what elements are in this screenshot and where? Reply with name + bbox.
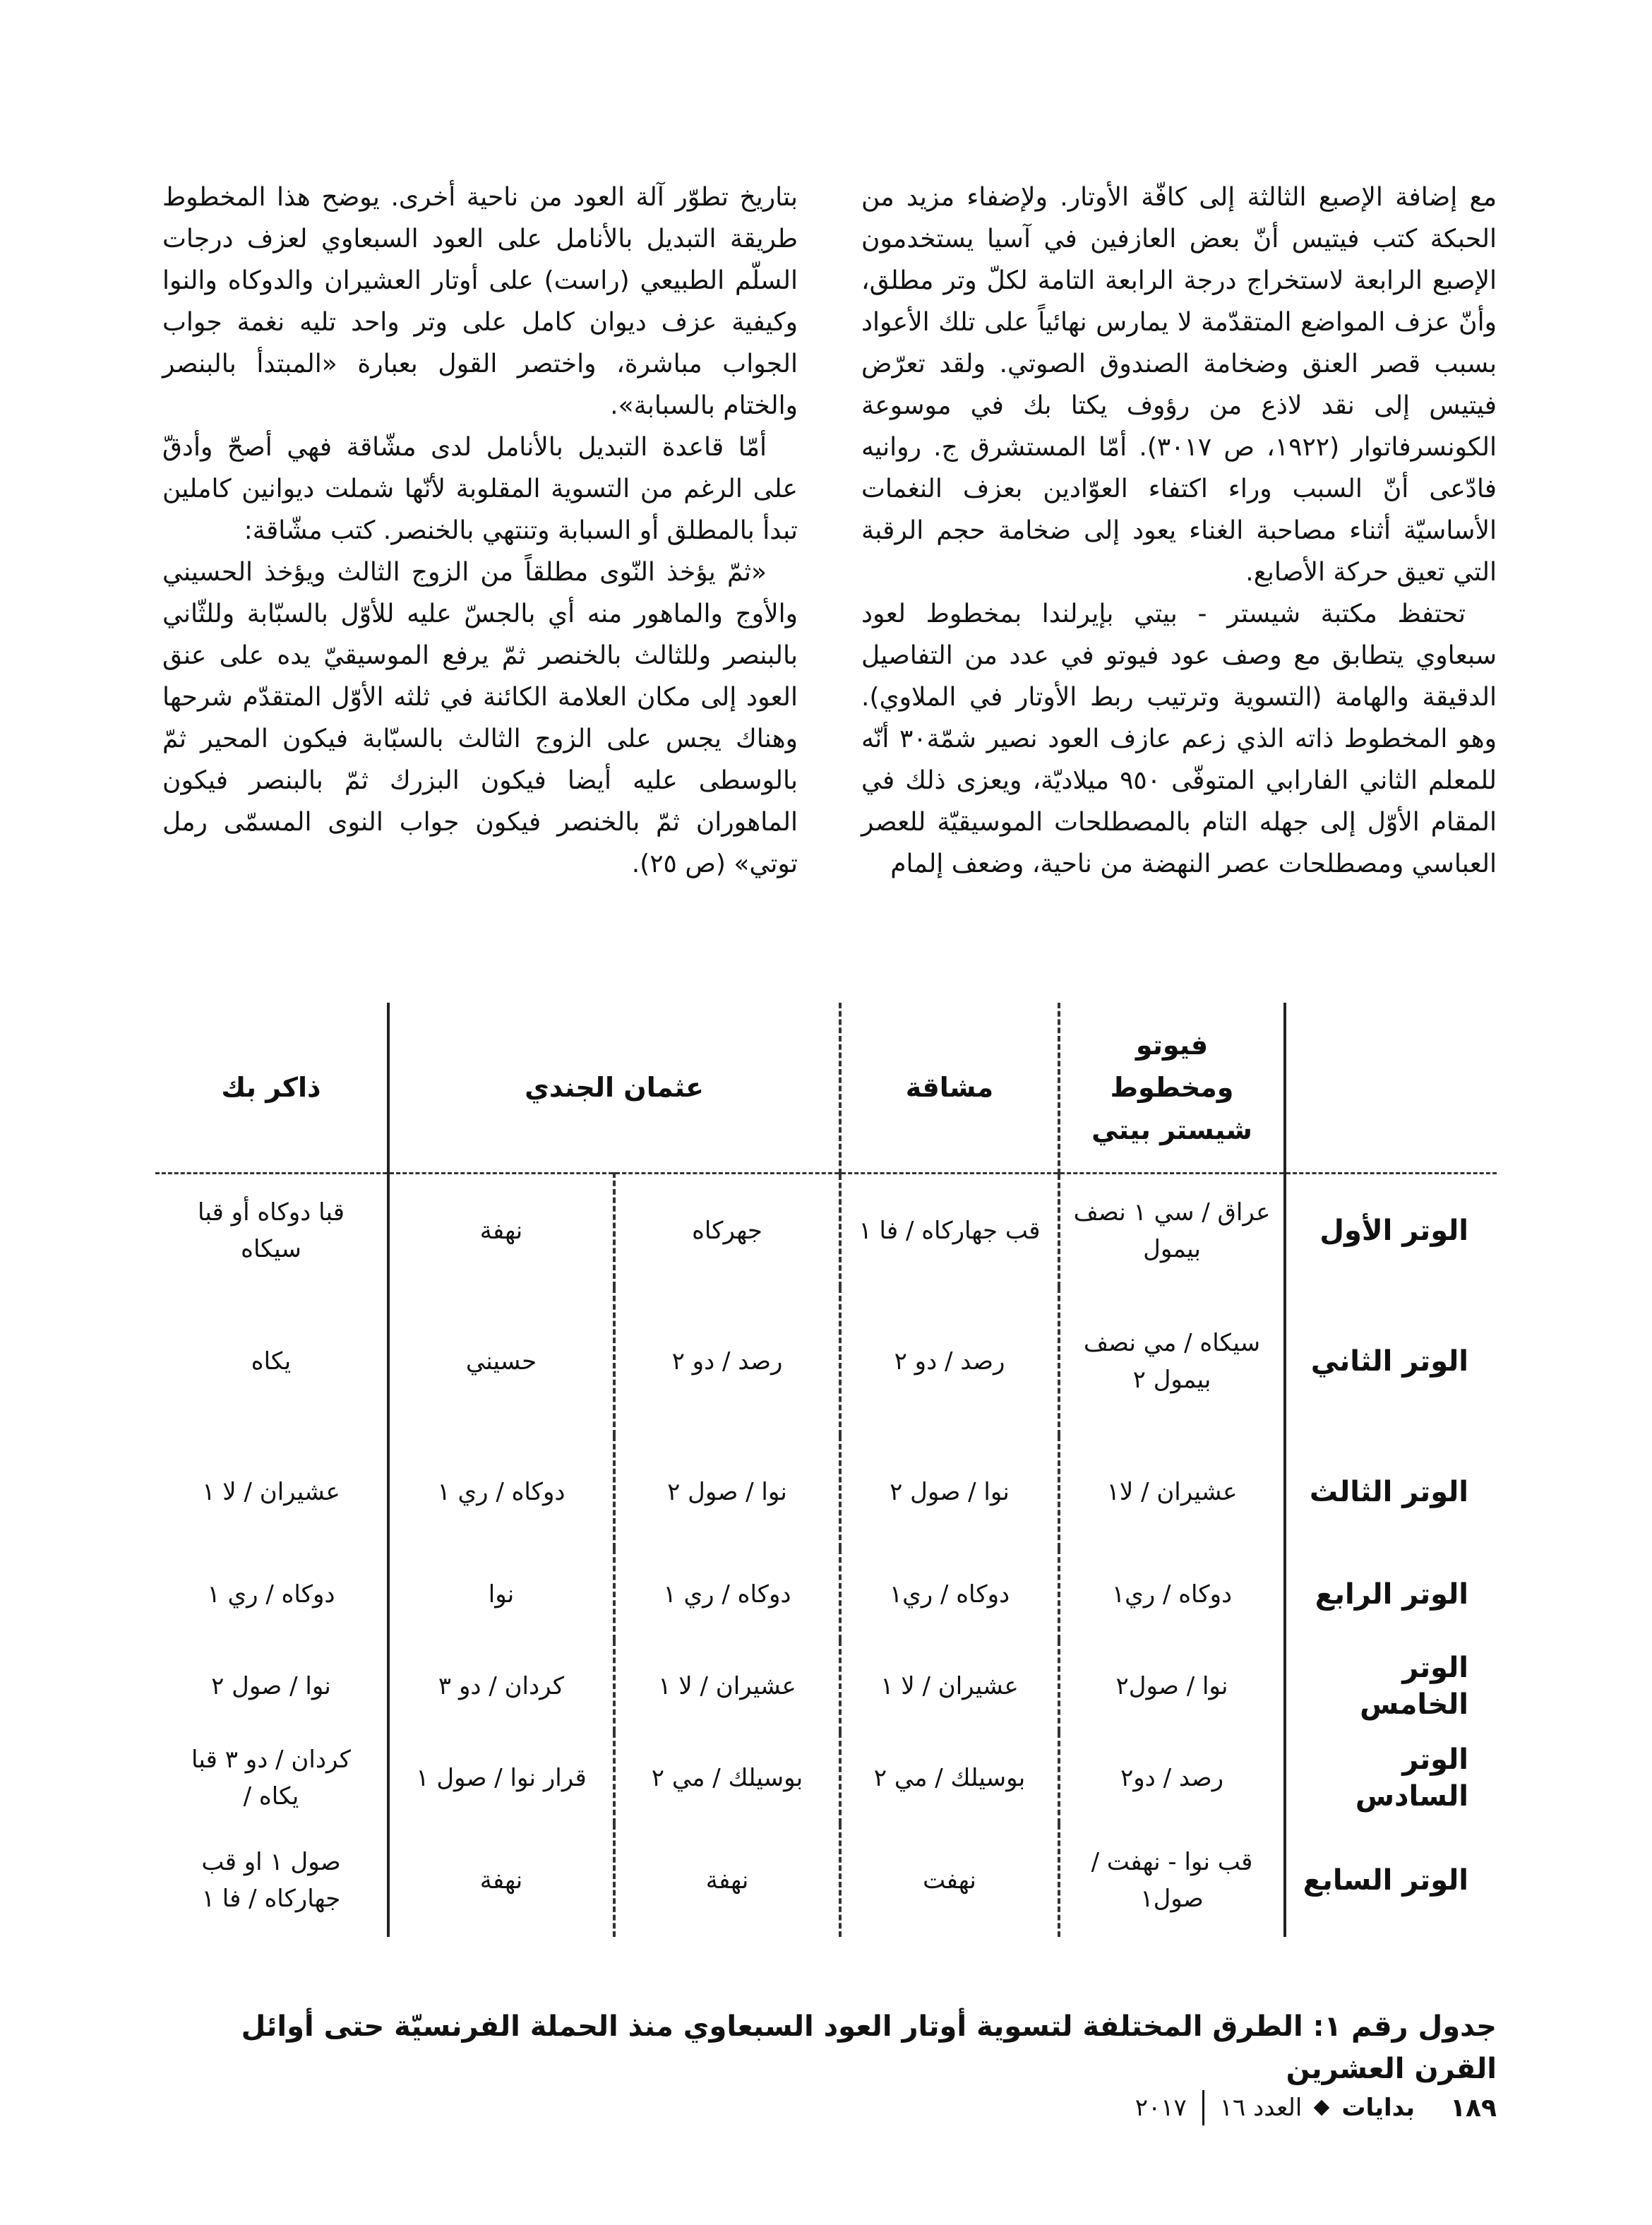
year: ٢٠١٧ — [1135, 2094, 1187, 2122]
cell-dhakir: دوكاه / ري ١ — [207, 1580, 335, 1609]
paragraph: بتاريخ تطوّر آلة العود من ناحية أخرى. يوضح هذا المخطوط طريقة التبديل بالأنامل على العود السبعاوي لعزف درجات السلّم الطبيعي (راست) على أوتار العشيران والدوكاه والنوا وكيفية عزف ديوان كامل على وتر واحد تليه نغمة جواب الجواب مباشرة، واختصر القول بعبارة «المبتدأ بالبنصر والختام بالسبابة». — [162, 183, 798, 420]
tuning-table-container — [155, 1003, 1497, 1970]
cell-uthman-2: حسيني — [388, 1287, 614, 1436]
row-label: الوتر الخامس — [1285, 1640, 1497, 1732]
cell-dhakir: نوا / صول ٢ — [211, 1672, 331, 1700]
tuning-table — [155, 1003, 1497, 1937]
cell-uthman-2: نهفة — [388, 1174, 614, 1288]
cell-uthman-1: عشيران / لا ١ — [614, 1640, 840, 1732]
table-caption: جدول رقم ١: الطرق المختلفة لتسوية أوتار العود السبعاوي منذ الحملة الفرنسيّة حتى أوائل القرن العشرين — [241, 2010, 1497, 2085]
table-row — [155, 1732, 1497, 1824]
paragraph: تحتفظ مكتبة شيستر - بيتي بإيرلندا بمخطوط لعود سبعاوي يتطابق مع وصف عود فيوتو في عدد من التفاصيل الدقيقة والهامة (التسوية وترتيب ربط الأوتار في الملاوي). وهو المخطوط ذاته الذي زعم عازف العود نصير شمّة٣٠ أنّه للمعلم الثاني الفارابي المتوفّى ٩٥٠ ميلاديّة، ويعزى ذلك في المقام الأوّل إلى جهله التام بالمصطلحات الموسيقيّة للعصر العباسي ومصطلحات عصر النهضة من ناحية، وضعف إلمام — [861, 600, 1497, 878]
cell-mushaqa: نهفت — [840, 1824, 1059, 1937]
row-label: الوتر الثاني — [1285, 1287, 1497, 1436]
cell-uthman-2: نهفة — [388, 1824, 614, 1937]
cell-uthman-1: دوكاه / ري ١ — [614, 1549, 840, 1640]
cell-mushaqa: رصد / دو ٢ — [840, 1287, 1059, 1436]
cell-mushaqa: عشيران / لا ١ — [840, 1640, 1059, 1732]
page-footer — [1135, 2090, 1497, 2125]
cell-uthman-2: قرار نوا / صول ١ — [388, 1732, 614, 1824]
separator — [1202, 2090, 1204, 2125]
table-header-row — [155, 1003, 1497, 1174]
quotation: «ثمّ يؤخذ النّوى مطلقاً من الزوج الثالث ويؤخذ الحسيني والأوج والماهور منه أي بالجسّ عليه للأوّل بالسبّابة وللثّاني بالبنصر وللثالث بالخنصر ثمّ يرفع الموسيقيّ يده على عنق العود إلى مكان العلامة الكائنة في ثلثه الأوّل المتقدّم شرحها وهناك يجس على الزوج الثالث بالسبّابة فيكون المحير ثمّ بالوسطى عليه أيضا فيكون البزرك ثمّ بالبنصر فيكون الماهوران ثمّ بالخنصر فيكون جواب النوى المسمّى رمل توتي» (ص ٢٥). — [162, 558, 798, 878]
cell-uthman-1: نهفة — [614, 1824, 840, 1937]
cell-mushaqa: دوكاه / ري١ — [840, 1549, 1059, 1640]
cell-uthman-2: دوكاه / ري ١ — [388, 1436, 614, 1549]
row-label: الوتر السابع — [1285, 1824, 1497, 1937]
cell-uthman-2: نوا — [388, 1549, 614, 1640]
cell-dhakir: قبا دوكاه أو قبا سيكاه — [198, 1198, 345, 1263]
cell-fiyoto: عراق / سي ١ نصف بيمول — [1059, 1174, 1285, 1288]
issue-number: العدد ١٦ — [1219, 2094, 1303, 2122]
page-number: ١٨٩ — [1450, 2093, 1497, 2123]
cell-uthman-1: بوسيلك / مي ٢ — [614, 1732, 840, 1824]
row-label: الوتر الأول — [1285, 1174, 1497, 1288]
header-empty — [1285, 1003, 1497, 1174]
magazine-name: بدايات — [1341, 2094, 1415, 2122]
header-fiyoto: فيوتو ومخطوط شيستر بيتي — [1059, 1003, 1285, 1174]
cell-dhakir: صول ١ او قب جهاركاه / فا ١ — [201, 1848, 341, 1913]
cell-fiyoto: قب نوا - نهفت / صول١ — [1059, 1824, 1285, 1937]
row-label: الوتر الرابع — [1285, 1549, 1497, 1640]
cell-fiyoto: عشيران / لا١ — [1059, 1436, 1285, 1549]
cell-dhakir: يكاه — [251, 1347, 292, 1376]
cell-uthman-1: جهركاه — [614, 1174, 840, 1288]
text-column-right — [861, 177, 1497, 885]
cell-mushaqa: نوا / صول ٢ — [840, 1436, 1059, 1549]
cell-uthman-1: نوا / صول ٢ — [614, 1436, 840, 1549]
table-row — [155, 1436, 1497, 1549]
row-label: الوتر الثالث — [1285, 1436, 1497, 1549]
diamond-icon — [1314, 2100, 1330, 2116]
cell-fiyoto: نوا / صول٢ — [1059, 1640, 1285, 1732]
header-mushaqa: مشاقة — [840, 1003, 1059, 1174]
table-row — [155, 1640, 1497, 1732]
table-row — [155, 1549, 1497, 1640]
table-row — [155, 1174, 1497, 1288]
header-uthman: عثمان الجندي — [388, 1003, 840, 1174]
cell-dhakir: عشيران / لا ١ — [202, 1478, 340, 1506]
table-row — [155, 1287, 1497, 1436]
row-label: الوتر السادس — [1285, 1732, 1497, 1824]
text-column-left — [162, 177, 798, 885]
cell-uthman-2: كردان / دو ٣ — [388, 1640, 614, 1732]
header-dhakir: ذاكر بك — [155, 1003, 388, 1174]
cell-mushaqa: بوسيلك / مي ٢ — [840, 1732, 1059, 1824]
cell-fiyoto: رصد / دو٢ — [1059, 1732, 1285, 1824]
cell-dhakir: كردان / دو ٣ قبا يكاه / — [191, 1746, 351, 1811]
paragraph: أمّا قاعدة التبديل بالأنامل لدى مشّاقة فهي أصحّ وأدقّ على الرغم من التسوية المقلوبة لأنّها شملت ديوانين كاملين تبدأ بالمطلق أو السبابة وتنتهي بالخنصر. كتب مشّاقة: — [162, 433, 798, 545]
table-row — [155, 1824, 1497, 1937]
cell-mushaqa: قب جهاركاه / فا ١ — [840, 1174, 1059, 1288]
cell-fiyoto: سيكاه / مي نصف بيمول ٢ — [1059, 1287, 1285, 1436]
cell-uthman-1: رصد / دو ٢ — [614, 1287, 840, 1436]
cell-fiyoto: دوكاه / ري١ — [1059, 1549, 1285, 1640]
paragraph: مع إضافة الإصبع الثالثة إلى كافّة الأوتار. ولإضفاء مزيد من الحبكة كتب فيتيس أنّ بعض العازفين في آسيا يستخدمون الإصبع الرابعة لاستخراج درجة الرابعة التامة لكلّ وتر مطلق، وأنّ عزف المواضع المتقدّمة لا يمارس نهائياً على تلك الأعواد بسبب قصر العنق وضخامة الصندوق الصوتي. ولقد تعرّض فيتيس إلى نقد لاذع من رؤوف يكتا بك في موسوعة الكونسرفاتوار (١٩٢٢، ص ٣٠١٧). أمّا المستشرق ج. روانيه فادّعى أنّ السبب وراء اكتفاء العوّادين بعزف النغمات الأساسيّة أثناء مصاحبة الغناء يعود إلى ضخامة حجم الرقبة التي تعيق حركة الأصابع. — [861, 183, 1497, 587]
